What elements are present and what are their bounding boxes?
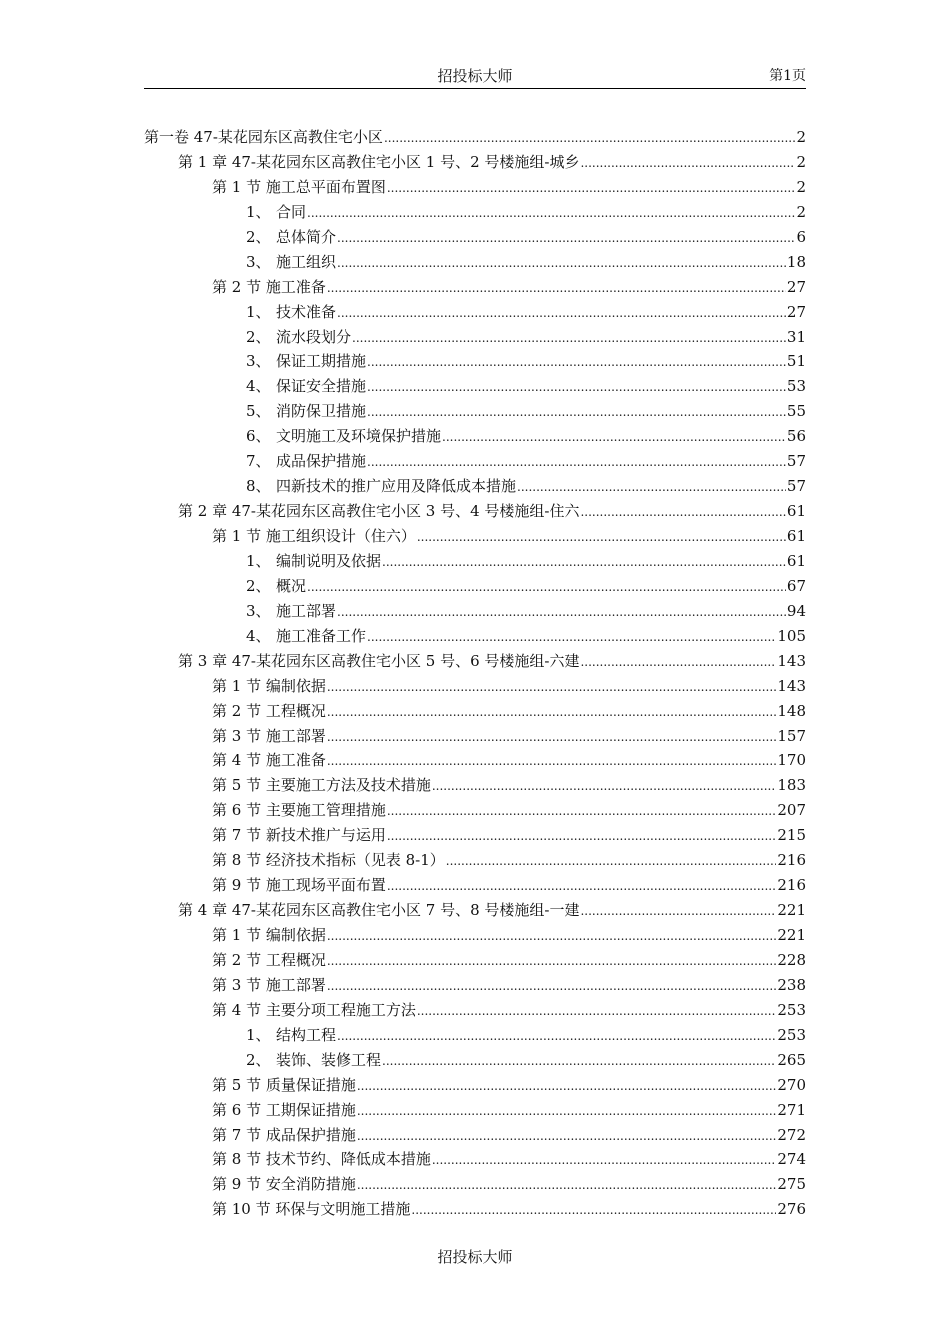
toc-dot-leader bbox=[307, 575, 786, 600]
toc-entry-page: 2 bbox=[796, 128, 806, 146]
toc-entry-page: 57 bbox=[786, 477, 806, 496]
toc-entry-title bbox=[212, 275, 326, 300]
toc-entry-title bbox=[246, 225, 336, 250]
toc-entry-text: 第 2 章 47-某花园东区高教住宅小区 3 号、4 号楼施组-住六 bbox=[178, 502, 580, 521]
toc-dot-leader bbox=[327, 675, 777, 700]
toc-entry-text: 第 1 节 施工组织设计（住六） bbox=[212, 527, 416, 545]
toc-entry[interactable] bbox=[144, 724, 806, 749]
toc-entry-title bbox=[212, 1147, 431, 1172]
toc-dot-leader bbox=[411, 1198, 776, 1223]
toc-entry-text: 第 1 章 47-某花园东区高教住宅小区 1 号、2 号楼施组-城乡 bbox=[178, 152, 580, 171]
toc-entry-title bbox=[246, 200, 306, 225]
toc-dot-leader bbox=[382, 1049, 776, 1074]
toc-dot-leader bbox=[384, 126, 796, 151]
toc-dot-leader bbox=[387, 176, 796, 201]
page-header bbox=[144, 66, 806, 89]
toc-entry-text: 第 6 节 主要施工管理措施 bbox=[212, 801, 386, 820]
toc-entry-number: 2、 bbox=[246, 1050, 271, 1069]
toc-entry-page: 148 bbox=[777, 701, 806, 720]
toc-entry-title bbox=[212, 873, 386, 898]
toc-entry-text: 四新技术的推广应用及降低成本措施 bbox=[276, 477, 517, 496]
toc-entry-text: 第 4 章 47-某花园东区高教住宅小区 7 号、8 号楼施组-一建 bbox=[178, 901, 580, 920]
toc-dot-leader bbox=[367, 450, 786, 475]
toc-entry[interactable] bbox=[144, 349, 806, 374]
toc-entry-page: 18 bbox=[786, 252, 806, 271]
toc-dot-leader bbox=[432, 774, 777, 799]
toc-entry-text: 第 4 节 主要分项工程施工方法 bbox=[212, 1000, 416, 1019]
toc-entry-text: 第 4 节 施工准备 bbox=[212, 751, 326, 770]
toc-entry-number: 3、 bbox=[246, 352, 271, 371]
toc-entry-text: 第 5 节 质量保证措施 bbox=[212, 1075, 356, 1094]
toc-entry-text: 第 3 章 47-某花园东区高教住宅小区 5 号、6 号楼施组-六建 bbox=[178, 651, 580, 670]
toc-entry-page: 170 bbox=[777, 751, 806, 770]
toc-dot-leader bbox=[382, 550, 786, 575]
toc-entry-title bbox=[246, 1048, 381, 1073]
toc-dot-leader bbox=[327, 949, 777, 974]
toc-dot-leader bbox=[417, 999, 777, 1024]
toc-entry-title bbox=[212, 1197, 410, 1222]
toc-entry-title bbox=[246, 349, 366, 374]
toc-entry[interactable] bbox=[144, 524, 806, 549]
toc-entry[interactable] bbox=[144, 1098, 806, 1123]
toc-entry-page: 221 bbox=[777, 901, 806, 920]
toc-entry-number: 4、 bbox=[246, 377, 271, 396]
toc-entry-text: 第 10 节 环保与文明施工措施 bbox=[212, 1200, 411, 1219]
toc-entry-title bbox=[212, 998, 416, 1023]
toc-dot-leader bbox=[327, 749, 777, 774]
toc-entry-text: 第 2 节 工程概况 bbox=[212, 701, 326, 720]
toc-entry[interactable] bbox=[144, 125, 806, 150]
toc-entry-title bbox=[212, 1073, 356, 1098]
toc-dot-leader bbox=[327, 924, 777, 949]
toc-entry-text: 第 6 节 工期保证措施 bbox=[212, 1100, 356, 1119]
toc-entry-number: 2、 bbox=[246, 227, 271, 246]
toc-entry-text: 编制说明及依据 bbox=[276, 551, 382, 570]
toc-dot-leader bbox=[327, 700, 777, 725]
toc-entry-text: 施工组织 bbox=[276, 252, 337, 271]
toc-entry-number: 7、 bbox=[246, 452, 271, 471]
toc-entry[interactable] bbox=[144, 150, 806, 175]
toc-entry-text: 结构工程 bbox=[276, 1025, 337, 1044]
toc-entry-page: 105 bbox=[777, 626, 806, 645]
header-page-number: 第1页 bbox=[769, 68, 806, 84]
toc-dot-leader bbox=[417, 525, 786, 550]
toc-entry[interactable] bbox=[144, 773, 806, 798]
toc-entry[interactable] bbox=[144, 973, 806, 998]
toc-entry-title bbox=[212, 724, 326, 749]
toc-dot-leader bbox=[387, 799, 777, 824]
toc-entry-number: 1、 bbox=[246, 1025, 271, 1044]
toc-dot-leader bbox=[580, 899, 776, 924]
toc-entry-number: 8、 bbox=[246, 477, 271, 496]
toc-dot-leader bbox=[357, 1074, 777, 1099]
toc-entry-title bbox=[212, 699, 326, 724]
toc-entry-page: 157 bbox=[777, 726, 806, 745]
toc-entry[interactable] bbox=[144, 449, 806, 474]
toc-entry-title bbox=[246, 424, 441, 449]
toc-entry[interactable] bbox=[144, 998, 806, 1023]
toc-entry[interactable] bbox=[144, 424, 806, 449]
toc-entry-text: 第 3 节 施工部署 bbox=[212, 975, 326, 994]
toc-entry-text: 流水段划分 bbox=[276, 327, 352, 346]
toc-dot-leader bbox=[442, 425, 786, 450]
toc-entry-title bbox=[246, 599, 336, 624]
toc-entry-page: 228 bbox=[777, 950, 806, 969]
toc-entry[interactable] bbox=[144, 549, 806, 574]
toc-entry-page: 61 bbox=[786, 527, 806, 545]
toc-entry-title bbox=[246, 549, 381, 574]
toc-dot-leader bbox=[337, 1024, 776, 1049]
toc-entry-title bbox=[178, 898, 579, 923]
toc-entry-text: 第一卷 47-某花园东区高教住宅小区 bbox=[144, 128, 383, 146]
toc-entry[interactable] bbox=[144, 1147, 806, 1172]
toc-entry[interactable] bbox=[144, 275, 806, 300]
toc-entry-number: 1、 bbox=[246, 302, 271, 321]
toc-entry[interactable] bbox=[144, 948, 806, 973]
toc-entry-title bbox=[212, 1123, 356, 1148]
toc-entry-page: 61 bbox=[786, 502, 806, 521]
toc-entry-page: 51 bbox=[786, 352, 806, 371]
toc-entry-page: 53 bbox=[786, 377, 806, 396]
toc-entry-page: 216 bbox=[777, 876, 806, 895]
toc-dot-leader bbox=[357, 1099, 777, 1124]
toc-dot-leader bbox=[327, 974, 777, 999]
toc-entry[interactable] bbox=[144, 873, 806, 898]
toc-entry-text: 第 1 节 编制依据 bbox=[212, 676, 326, 695]
toc-entry-page: 61 bbox=[786, 551, 806, 570]
toc-entry[interactable] bbox=[144, 225, 806, 250]
toc-dot-leader bbox=[446, 849, 777, 874]
toc-entry-text: 第 7 节 新技术推广与运用 bbox=[212, 826, 386, 845]
toc-entry[interactable] bbox=[144, 325, 806, 350]
toc-entry[interactable] bbox=[144, 923, 806, 948]
toc-entry-title bbox=[212, 973, 326, 998]
toc-entry[interactable] bbox=[144, 574, 806, 599]
toc-entry-text: 第 1 节 施工总平面布置图 bbox=[212, 177, 386, 196]
toc-entry[interactable] bbox=[144, 674, 806, 699]
toc-entry-number: 3、 bbox=[246, 252, 271, 271]
toc-entry-number: 6、 bbox=[246, 427, 271, 446]
toc-entry-text: 第 9 节 施工现场平面布置 bbox=[212, 876, 386, 895]
toc-entry-title bbox=[246, 449, 366, 474]
toc-entry-text: 第 8 节 技术节约、降低成本措施 bbox=[212, 1150, 431, 1169]
toc-entry-page: 238 bbox=[777, 975, 806, 994]
toc-dot-leader bbox=[337, 226, 795, 251]
toc-dot-leader bbox=[387, 874, 777, 899]
toc-entry[interactable] bbox=[144, 1123, 806, 1148]
toc-dot-leader bbox=[387, 824, 777, 849]
toc-entry-title bbox=[246, 399, 366, 424]
toc-entry-page: 6 bbox=[796, 227, 806, 246]
toc-entry-page: 207 bbox=[777, 801, 806, 820]
toc-entry-title bbox=[212, 524, 416, 549]
toc-entry-title bbox=[212, 798, 386, 823]
toc-entry[interactable] bbox=[144, 624, 806, 649]
toc-entry-title bbox=[178, 150, 579, 175]
toc-dot-leader bbox=[352, 326, 786, 351]
toc-entry[interactable] bbox=[144, 474, 806, 499]
toc-entry-number: 2、 bbox=[246, 576, 271, 595]
toc-entry[interactable] bbox=[144, 1048, 806, 1073]
toc-dot-leader bbox=[327, 276, 786, 301]
toc-entry-text: 第 2 节 工程概况 bbox=[212, 950, 326, 969]
toc-dot-leader bbox=[337, 301, 786, 326]
toc-entry[interactable] bbox=[144, 1023, 806, 1048]
toc-entry-title bbox=[246, 325, 351, 350]
toc-entry-title bbox=[212, 1098, 356, 1123]
toc-dot-leader bbox=[357, 1124, 777, 1149]
toc-entry[interactable] bbox=[144, 499, 806, 524]
toc-entry-page: 272 bbox=[777, 1125, 806, 1144]
toc-dot-leader bbox=[357, 1173, 777, 1198]
toc-entry-page: 27 bbox=[786, 302, 806, 321]
toc-dot-leader bbox=[327, 725, 777, 750]
toc-dot-leader bbox=[337, 600, 786, 625]
page-footer: 招投标大师 bbox=[437, 1248, 513, 1266]
toc-entry-text: 第 5 节 主要施工方法及技术措施 bbox=[212, 776, 431, 795]
toc-entry-page: 143 bbox=[777, 676, 806, 695]
toc-entry-number: 2、 bbox=[246, 327, 271, 346]
toc-entry-page: 56 bbox=[786, 427, 806, 446]
toc-entry-number: 3、 bbox=[246, 601, 271, 620]
toc-entry-page: 55 bbox=[786, 402, 806, 421]
toc-entry-page: 275 bbox=[777, 1175, 806, 1194]
toc-entry-text: 第 7 节 成品保护措施 bbox=[212, 1125, 356, 1144]
toc-dot-leader bbox=[367, 350, 786, 375]
toc-entry-page: 271 bbox=[777, 1100, 806, 1119]
toc-entry-text: 成品保护措施 bbox=[276, 452, 367, 471]
toc-entry-title bbox=[246, 624, 366, 649]
toc-entry-title bbox=[178, 499, 579, 524]
table-of-contents bbox=[144, 125, 806, 1222]
toc-entry-text: 装饰、装修工程 bbox=[276, 1050, 382, 1069]
toc-entry-page: 265 bbox=[777, 1050, 806, 1069]
toc-entry-title bbox=[144, 125, 383, 150]
toc-entry[interactable] bbox=[144, 898, 806, 923]
toc-entry-page: 253 bbox=[777, 1000, 806, 1019]
toc-dot-leader bbox=[517, 475, 786, 500]
toc-entry-page: 31 bbox=[786, 327, 806, 346]
toc-entry[interactable] bbox=[144, 300, 806, 325]
toc-entry-text: 第 1 节 编制依据 bbox=[212, 926, 326, 944]
toc-dot-leader bbox=[580, 151, 795, 176]
toc-entry-title bbox=[212, 674, 326, 699]
toc-entry-title bbox=[212, 848, 445, 873]
toc-dot-leader bbox=[307, 201, 795, 226]
toc-dot-leader bbox=[367, 400, 786, 425]
toc-entry-title bbox=[212, 175, 386, 200]
toc-entry[interactable] bbox=[144, 200, 806, 225]
header-title: 招投标大师 bbox=[437, 67, 513, 85]
toc-entry[interactable] bbox=[144, 1197, 806, 1222]
toc-entry-title bbox=[246, 250, 336, 275]
toc-dot-leader bbox=[580, 500, 785, 525]
toc-entry-number: 4、 bbox=[246, 626, 271, 645]
toc-entry-page: 67 bbox=[786, 576, 806, 595]
toc-entry-text: 第 2 节 施工准备 bbox=[212, 277, 326, 296]
toc-entry[interactable] bbox=[144, 798, 806, 823]
toc-entry-title bbox=[212, 923, 326, 948]
toc-entry-page: 276 bbox=[777, 1200, 806, 1219]
toc-entry-title bbox=[246, 474, 516, 499]
toc-entry-title bbox=[212, 773, 431, 798]
toc-entry-title bbox=[246, 374, 366, 399]
toc-entry-number: 1、 bbox=[246, 551, 271, 570]
toc-entry-text: 总体简介 bbox=[276, 227, 337, 246]
toc-entry-page: 143 bbox=[777, 651, 806, 670]
toc-entry-page: 94 bbox=[786, 601, 806, 620]
toc-entry[interactable] bbox=[144, 374, 806, 399]
toc-entry-page: 221 bbox=[777, 926, 806, 944]
toc-entry[interactable] bbox=[144, 250, 806, 275]
toc-entry-page: 274 bbox=[777, 1150, 806, 1169]
toc-entry[interactable] bbox=[144, 599, 806, 624]
toc-entry-page: 27 bbox=[786, 277, 806, 296]
toc-entry-title bbox=[212, 948, 326, 973]
toc-entry-title bbox=[246, 574, 306, 599]
toc-entry-page: 2 bbox=[796, 202, 806, 221]
toc-entry[interactable] bbox=[144, 399, 806, 424]
toc-entry[interactable] bbox=[144, 1172, 806, 1197]
toc-dot-leader bbox=[580, 650, 776, 675]
toc-entry-title bbox=[212, 748, 326, 773]
toc-entry-page: 270 bbox=[777, 1075, 806, 1094]
toc-entry-title bbox=[212, 823, 386, 848]
toc-entry-page: 253 bbox=[777, 1025, 806, 1044]
toc-entry[interactable] bbox=[144, 848, 806, 873]
toc-entry-page: 216 bbox=[777, 851, 806, 870]
toc-entry-text: 第 8 节 经济技术指标（见表 8-1） bbox=[212, 851, 445, 870]
toc-entry[interactable] bbox=[144, 823, 806, 848]
toc-dot-leader bbox=[337, 251, 786, 276]
toc-entry-text: 技术准备 bbox=[276, 302, 337, 321]
toc-entry-title bbox=[212, 1172, 356, 1197]
toc-entry-title bbox=[178, 649, 579, 674]
toc-entry[interactable] bbox=[144, 649, 806, 674]
toc-entry-page: 57 bbox=[786, 452, 806, 471]
toc-entry-text: 文明施工及环境保护措施 bbox=[276, 427, 442, 446]
toc-entry-text: 施工部署 bbox=[276, 601, 337, 620]
toc-entry-text: 合同 bbox=[276, 202, 307, 221]
toc-entry-text: 保证安全措施 bbox=[276, 377, 367, 396]
toc-entry-text: 概况 bbox=[276, 576, 307, 595]
toc-entry-text: 施工准备工作 bbox=[276, 626, 367, 645]
toc-entry-text: 第 3 节 施工部署 bbox=[212, 726, 326, 745]
toc-entry-page: 183 bbox=[777, 776, 806, 795]
toc-entry-title bbox=[246, 1023, 336, 1048]
toc-dot-leader bbox=[367, 625, 776, 650]
toc-entry-title bbox=[246, 300, 336, 325]
toc-dot-leader bbox=[432, 1148, 777, 1173]
toc-entry-text: 消防保卫措施 bbox=[276, 402, 367, 421]
toc-entry[interactable] bbox=[144, 748, 806, 773]
toc-entry[interactable] bbox=[144, 699, 806, 724]
toc-entry-number: 5、 bbox=[246, 402, 271, 421]
toc-entry-text: 保证工期措施 bbox=[276, 352, 367, 371]
toc-entry[interactable] bbox=[144, 175, 806, 200]
toc-entry[interactable] bbox=[144, 1073, 806, 1098]
toc-entry-page: 2 bbox=[796, 152, 806, 171]
toc-entry-number: 1、 bbox=[246, 202, 271, 221]
toc-entry-page: 215 bbox=[777, 826, 806, 845]
toc-entry-page: 2 bbox=[796, 177, 806, 196]
toc-dot-leader bbox=[367, 375, 786, 400]
toc-entry-text: 第 9 节 安全消防措施 bbox=[212, 1175, 356, 1194]
